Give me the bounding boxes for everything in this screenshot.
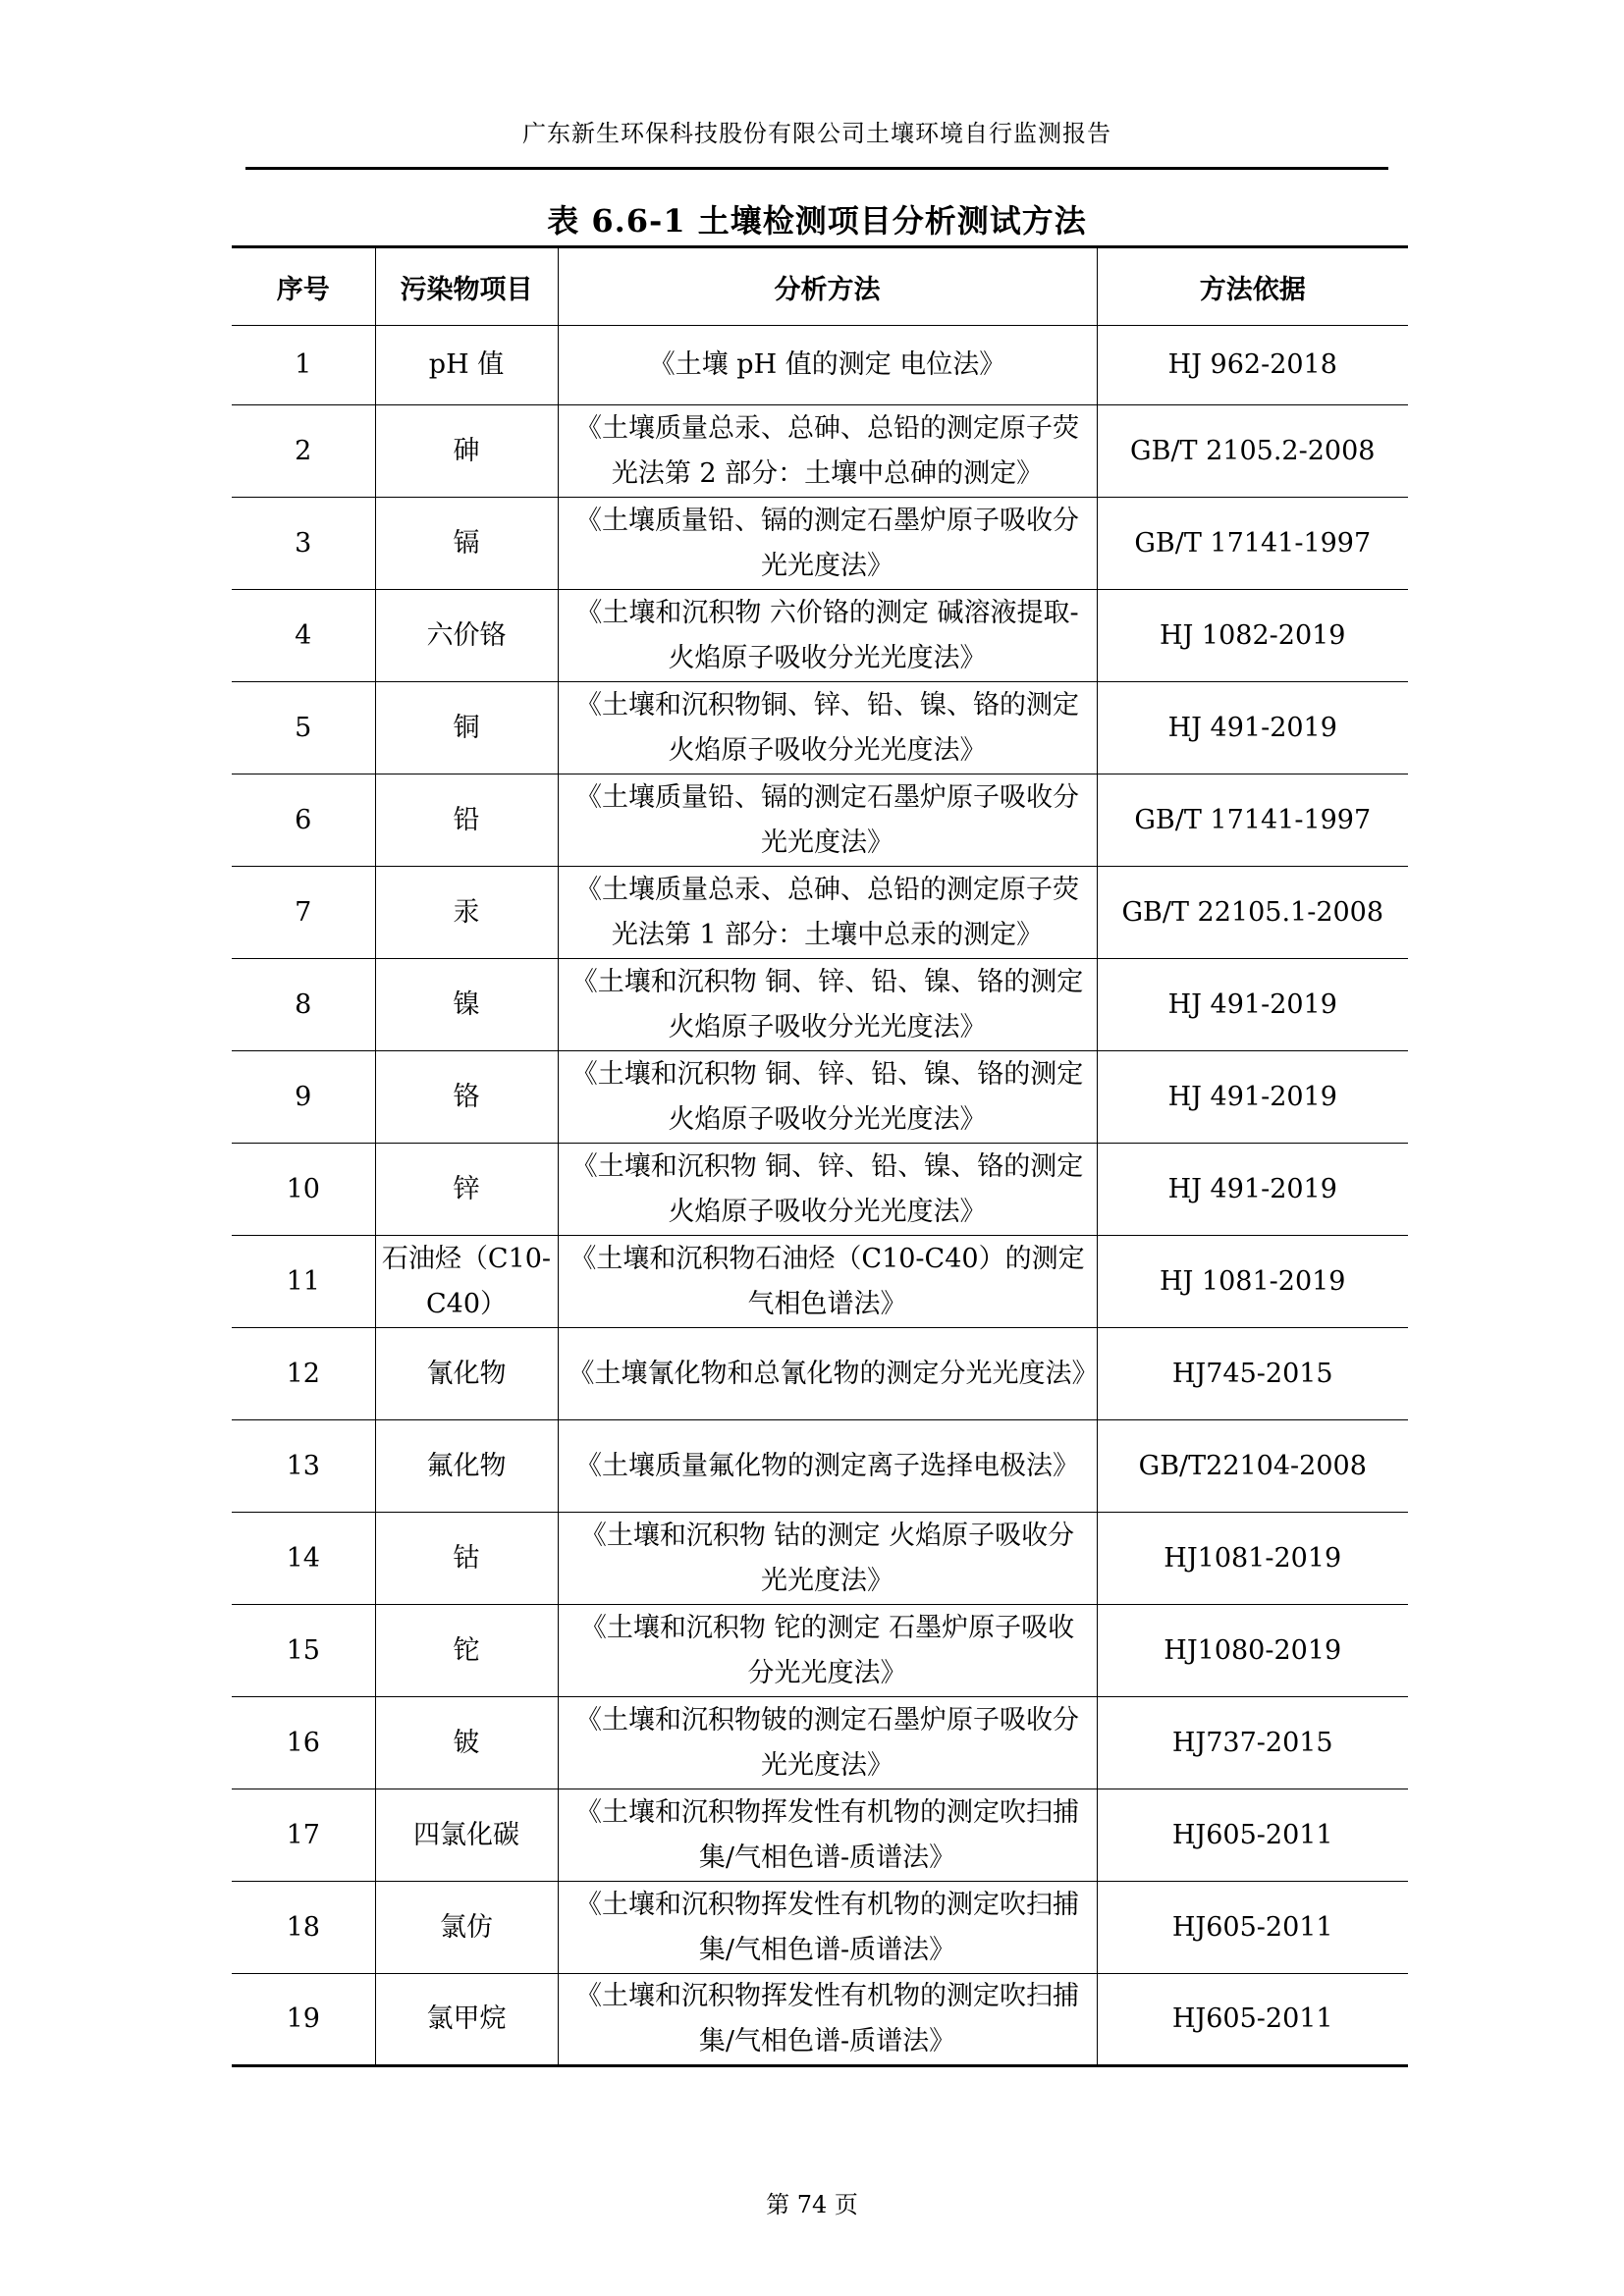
row-number-cell: 1 — [232, 326, 375, 405]
row-number-cell: 3 — [232, 498, 375, 590]
analysis-methods-table — [232, 245, 1408, 2067]
table-row — [232, 1144, 1408, 1236]
analysis-method-cell: 《土壤和沉积物挥发性有机物的测定吹扫捕集/气相色谱-质谱法》 — [558, 1882, 1097, 1974]
pollutant-item-cell: 铍 — [375, 1697, 558, 1789]
row-number-cell: 9 — [232, 1051, 375, 1144]
row-number-cell: 8 — [232, 959, 375, 1051]
row-number-cell: 14 — [232, 1513, 375, 1605]
method-basis-cell: GB/T 17141-1997 — [1097, 498, 1408, 590]
method-basis-cell: HJ605-2011 — [1097, 1789, 1408, 1882]
analysis-method-cell: 《土壤和沉积物挥发性有机物的测定吹扫捕集/气相色谱-质谱法》 — [558, 1974, 1097, 2066]
table-row — [232, 1236, 1408, 1328]
table-row — [232, 867, 1408, 959]
table-body — [232, 326, 1408, 2066]
row-number-cell: 13 — [232, 1420, 375, 1513]
table-row — [232, 774, 1408, 867]
analysis-method-cell: 《土壤 pH 值的测定 电位法》 — [558, 326, 1097, 405]
header-divider — [245, 167, 1388, 170]
method-basis-cell: GB/T 2105.2-2008 — [1097, 405, 1408, 498]
analysis-method-cell: 《土壤和沉积物 钴的测定 火焰原子吸收分光光度法》 — [558, 1513, 1097, 1605]
row-number-cell: 10 — [232, 1144, 375, 1236]
analysis-method-cell: 《土壤和沉积物挥发性有机物的测定吹扫捕集/气相色谱-质谱法》 — [558, 1789, 1097, 1882]
column-header-basis: 方法依据 — [1097, 247, 1408, 326]
pollutant-item-cell: 锌 — [375, 1144, 558, 1236]
table-row — [232, 682, 1408, 774]
method-basis-cell: HJ 1082-2019 — [1097, 590, 1408, 682]
table-row — [232, 1051, 1408, 1144]
analysis-method-cell: 《土壤和沉积物 铜、锌、铅、镍、铬的测定 火焰原子吸收分光光度法》 — [558, 1051, 1097, 1144]
row-number-cell: 5 — [232, 682, 375, 774]
row-number-cell: 2 — [232, 405, 375, 498]
analysis-method-cell: 《土壤和沉积物 铜、锌、铅、镍、铬的测定 火焰原子吸收分光光度法》 — [558, 1144, 1097, 1236]
pollutant-item-cell: 氯甲烷 — [375, 1974, 558, 2066]
analysis-method-cell: 《土壤和沉积物石油烃（C10-C40）的测定气相色谱法》 — [558, 1236, 1097, 1328]
analysis-method-cell: 《土壤和沉积物铜、锌、铅、镍、铬的测定火焰原子吸收分光光度法》 — [558, 682, 1097, 774]
pollutant-item-cell: 四氯化碳 — [375, 1789, 558, 1882]
page-number: 第 74 页 — [766, 2191, 858, 2218]
row-number-cell: 18 — [232, 1882, 375, 1974]
analysis-method-cell: 《土壤和沉积物 六价铬的测定 碱溶液提取-火焰原子吸收分光光度法》 — [558, 590, 1097, 682]
pollutant-item-cell: 铜 — [375, 682, 558, 774]
pollutant-item-cell: 六价铬 — [375, 590, 558, 682]
table-header-row — [232, 247, 1408, 326]
method-basis-cell: HJ 491-2019 — [1097, 682, 1408, 774]
method-basis-cell: HJ 962-2018 — [1097, 326, 1408, 405]
table-row — [232, 1789, 1408, 1882]
row-number-cell: 4 — [232, 590, 375, 682]
table-row — [232, 590, 1408, 682]
pollutant-item-cell: 钴 — [375, 1513, 558, 1605]
row-number-cell: 11 — [232, 1236, 375, 1328]
analysis-method-cell: 《土壤和沉积物铍的测定石墨炉原子吸收分光光度法》 — [558, 1697, 1097, 1789]
row-number-cell: 12 — [232, 1328, 375, 1420]
analysis-method-cell: 《土壤质量总汞、总砷、总铅的测定原子荧光法第 2 部分：土壤中总砷的测定》 — [558, 405, 1097, 498]
pollutant-item-cell: 氰化物 — [375, 1328, 558, 1420]
method-basis-cell: HJ605-2011 — [1097, 1882, 1408, 1974]
analysis-method-cell: 《土壤氰化物和总氰化物的测定分光光度法》 — [558, 1328, 1097, 1420]
method-basis-cell: HJ605-2011 — [1097, 1974, 1408, 2066]
report-header: 广东新生环保科技股份有限公司土壤环境自行监测报告 — [522, 120, 1111, 147]
table-row — [232, 959, 1408, 1051]
table-title: 表 6.6-1 土壤检测项目分析测试方法 — [547, 202, 1087, 240]
method-basis-cell: HJ 491-2019 — [1097, 1051, 1408, 1144]
table-row — [232, 1882, 1408, 1974]
method-basis-cell: GB/T22104-2008 — [1097, 1420, 1408, 1513]
table-row — [232, 1420, 1408, 1513]
analysis-method-cell: 《土壤质量总汞、总砷、总铅的测定原子荧光法第 1 部分：土壤中总汞的测定》 — [558, 867, 1097, 959]
pollutant-item-cell: 铬 — [375, 1051, 558, 1144]
row-number-cell: 19 — [232, 1974, 375, 2066]
analysis-method-cell: 《土壤质量铅、镉的测定石墨炉原子吸收分光光度法》 — [558, 498, 1097, 590]
method-basis-cell: HJ1081-2019 — [1097, 1513, 1408, 1605]
method-basis-cell: GB/T 17141-1997 — [1097, 774, 1408, 867]
row-number-cell: 16 — [232, 1697, 375, 1789]
method-basis-cell: HJ 491-2019 — [1097, 1144, 1408, 1236]
table-row — [232, 498, 1408, 590]
pollutant-item-cell: 氯仿 — [375, 1882, 558, 1974]
table-row — [232, 326, 1408, 405]
row-number-cell: 7 — [232, 867, 375, 959]
method-basis-cell: GB/T 22105.1-2008 — [1097, 867, 1408, 959]
analysis-method-cell: 《土壤和沉积物 铜、锌、铅、镍、铬的测定 火焰原子吸收分光光度法》 — [558, 959, 1097, 1051]
pollutant-item-cell: 氟化物 — [375, 1420, 558, 1513]
analysis-method-cell: 《土壤质量氟化物的测定离子选择电极法》 — [558, 1420, 1097, 1513]
method-basis-cell: HJ 491-2019 — [1097, 959, 1408, 1051]
method-basis-cell: HJ1080-2019 — [1097, 1605, 1408, 1697]
method-basis-cell: HJ745-2015 — [1097, 1328, 1408, 1420]
column-header-no: 序号 — [232, 247, 375, 326]
method-basis-cell: HJ737-2015 — [1097, 1697, 1408, 1789]
pollutant-item-cell: 铅 — [375, 774, 558, 867]
pollutant-item-cell: 铊 — [375, 1605, 558, 1697]
pollutant-item-cell: 镉 — [375, 498, 558, 590]
pollutant-item-cell: 砷 — [375, 405, 558, 498]
column-header-item: 污染物项目 — [375, 247, 558, 326]
row-number-cell: 15 — [232, 1605, 375, 1697]
analysis-method-cell: 《土壤质量铅、镉的测定石墨炉原子吸收分光光度法》 — [558, 774, 1097, 867]
row-number-cell: 17 — [232, 1789, 375, 1882]
method-basis-cell: HJ 1081-2019 — [1097, 1236, 1408, 1328]
pollutant-item-cell: 汞 — [375, 867, 558, 959]
table-row — [232, 1328, 1408, 1420]
pollutant-item-cell: pH 值 — [375, 326, 558, 405]
column-header-method: 分析方法 — [558, 247, 1097, 326]
table-row — [232, 1974, 1408, 2066]
analysis-method-cell: 《土壤和沉积物 铊的测定 石墨炉原子吸收分光光度法》 — [558, 1605, 1097, 1697]
table-row — [232, 405, 1408, 498]
pollutant-item-cell: 镍 — [375, 959, 558, 1051]
table-row — [232, 1697, 1408, 1789]
table-row — [232, 1513, 1408, 1605]
row-number-cell: 6 — [232, 774, 375, 867]
pollutant-item-cell: 石油烃（C10-C40） — [375, 1236, 558, 1328]
table-row — [232, 1605, 1408, 1697]
